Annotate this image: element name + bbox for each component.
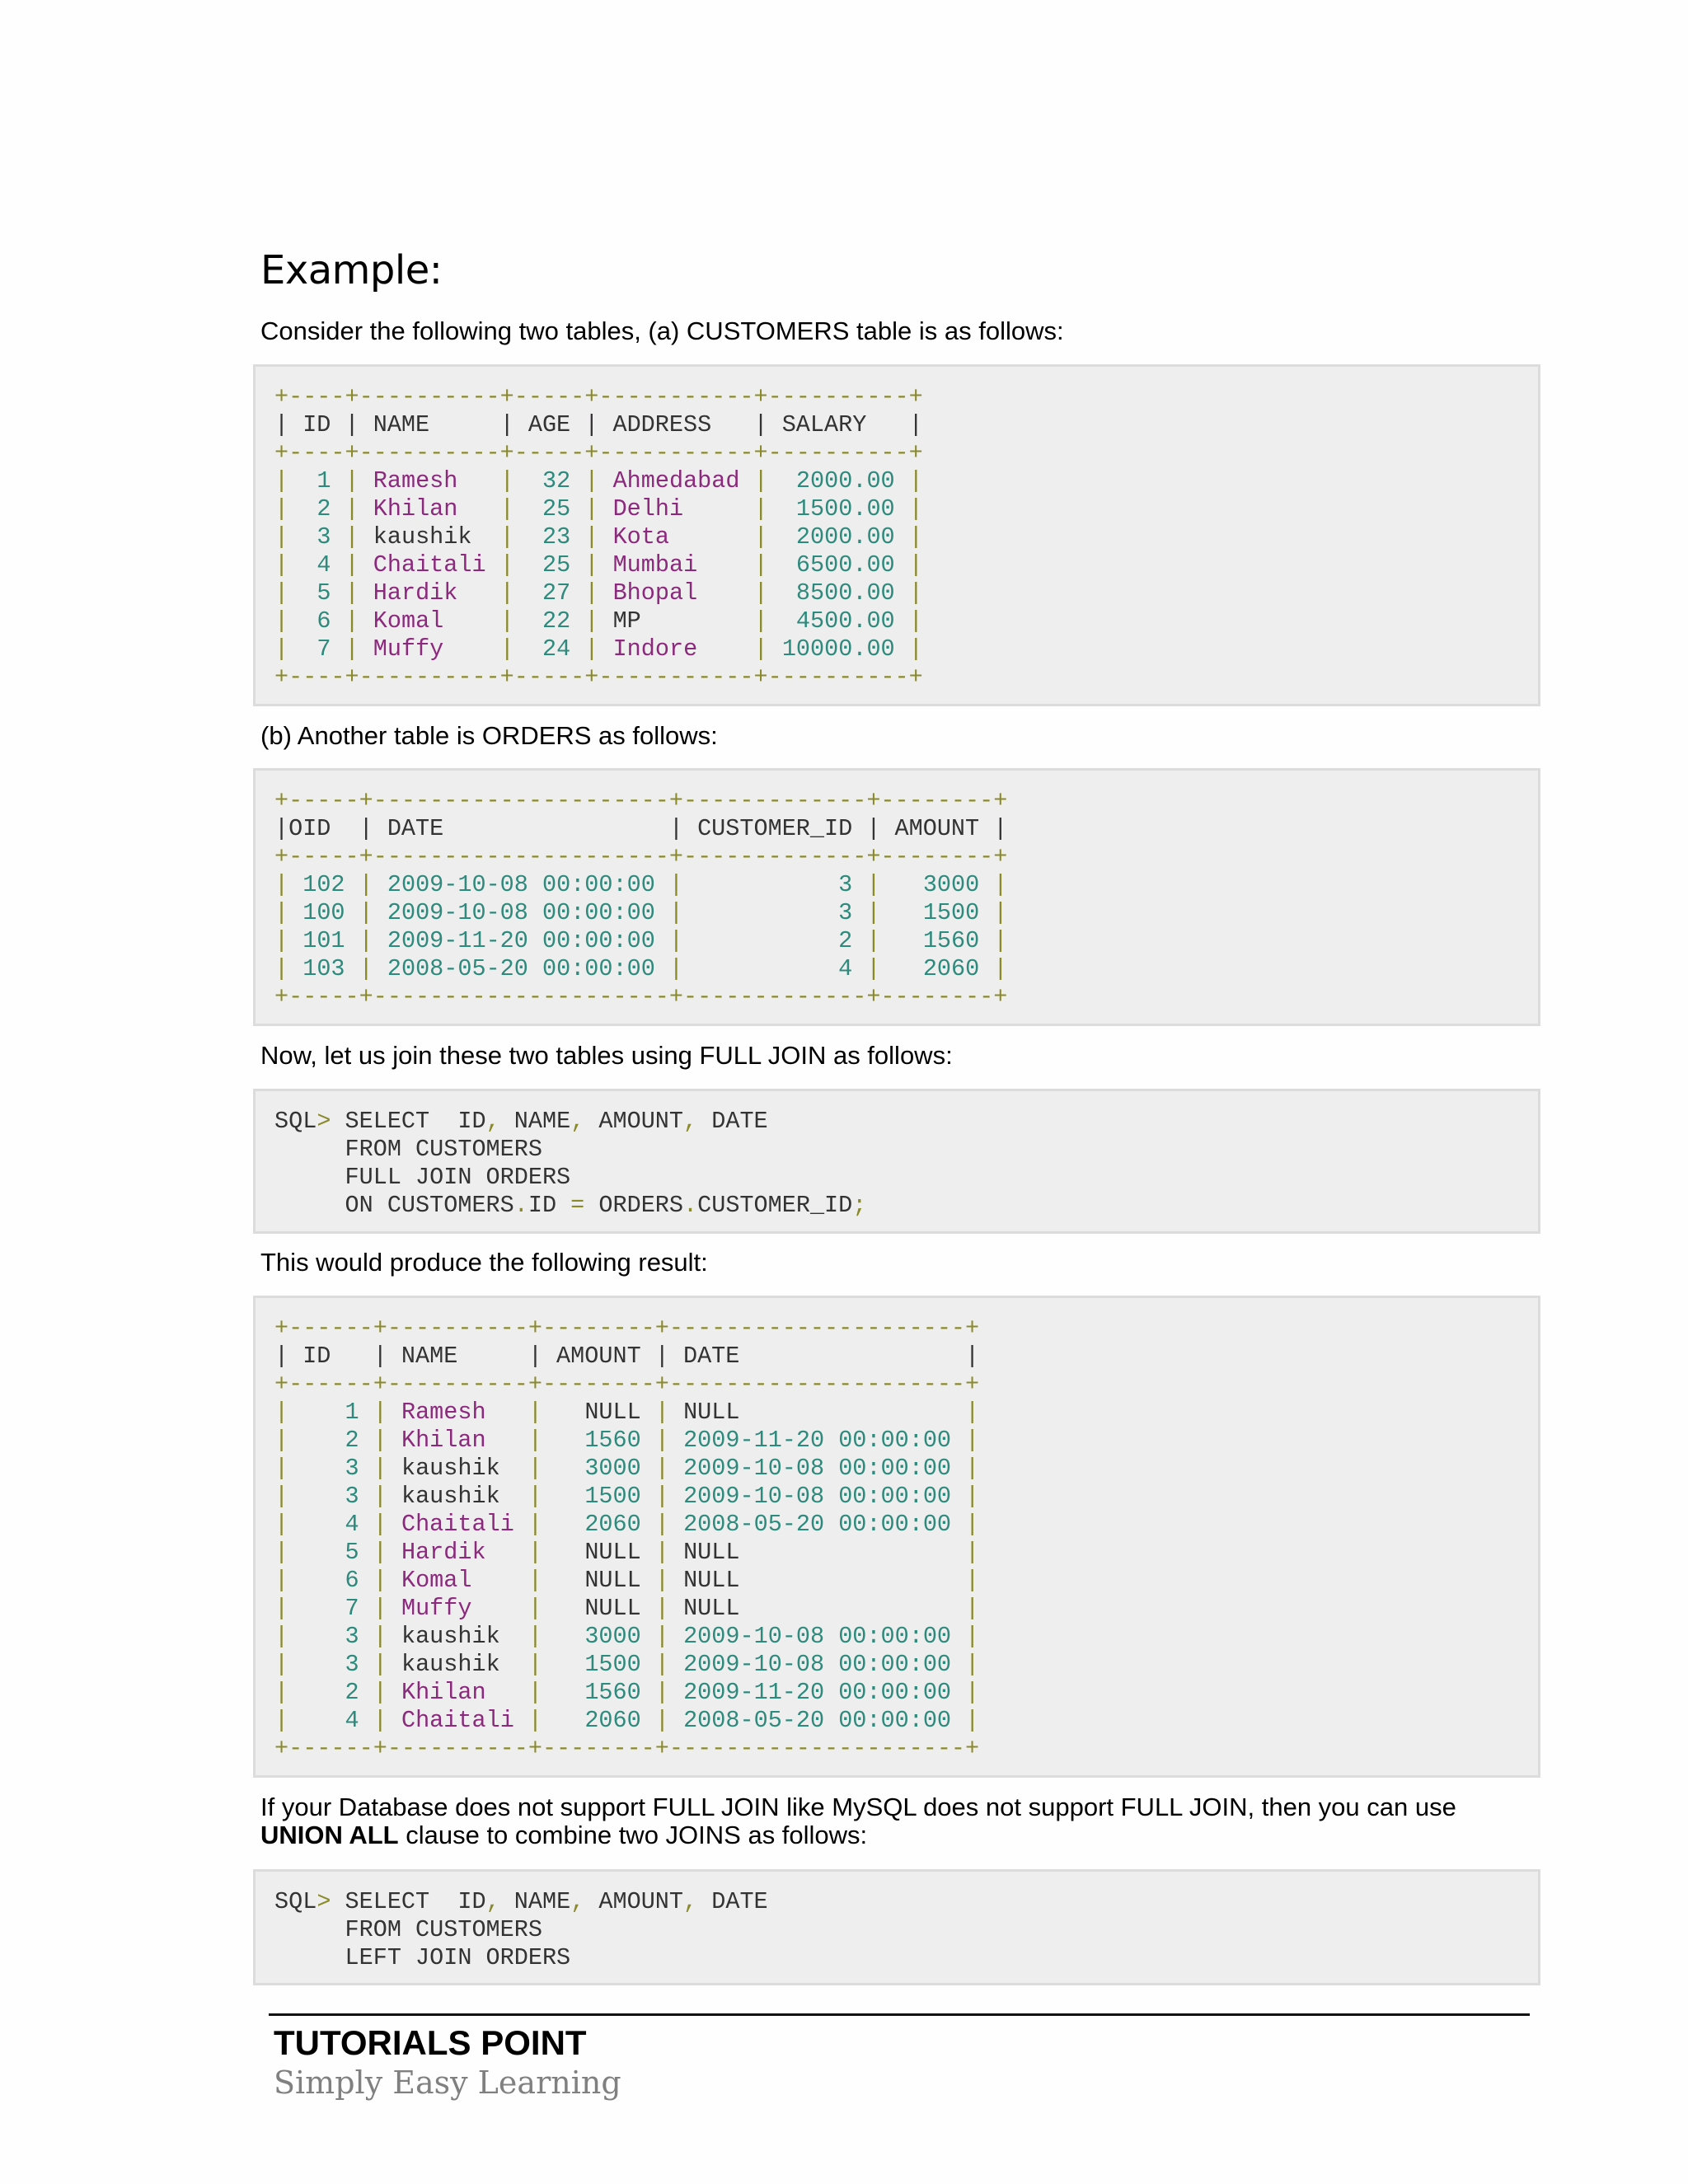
order-amount: 1560 [894, 927, 980, 954]
order-customer-id: 2 [697, 927, 853, 954]
order-customer-id: 4 [697, 955, 853, 982]
result-id: 4 [302, 1707, 359, 1734]
result-id: 6 [302, 1567, 359, 1594]
result-name: kaushik [401, 1483, 514, 1510]
result-amount: 2060 [556, 1511, 641, 1538]
page-heading: Example: [260, 247, 443, 293]
result-name: Khilan [401, 1427, 514, 1454]
order-customer-id: 3 [697, 871, 853, 898]
footer-brand: TUTORIALS POINT [274, 2023, 587, 2062]
customer-name: Khilan [373, 495, 486, 523]
customer-name: Hardik [373, 579, 486, 607]
result-name: kaushik [401, 1651, 514, 1678]
customer-salary: 2000.00 [781, 523, 895, 551]
result-amount: 1500 [556, 1651, 641, 1678]
customer-salary: 2000.00 [781, 467, 895, 494]
result-name: Chaitali [401, 1511, 514, 1538]
result-border: +------+----------+--------+---------------------+ [274, 1315, 980, 1342]
result-amount: 1560 [556, 1679, 641, 1706]
result-id: 2 [302, 1427, 359, 1454]
result-id: 3 [302, 1483, 359, 1510]
intro-result: This would produce the following result: [260, 1248, 708, 1277]
order-date: 2009-11-20 00:00:00 [387, 927, 655, 954]
result-date: 2008-05-20 00:00:00 [683, 1707, 952, 1734]
result-table-block [253, 1296, 1540, 1778]
footer-divider [269, 2013, 1530, 2016]
full-join-query-block [253, 1089, 1540, 1234]
order-oid: 102 [302, 871, 345, 898]
result-name: Chaitali [401, 1707, 514, 1734]
result-id: 3 [302, 1623, 359, 1650]
result-id: 4 [302, 1511, 359, 1538]
intro-orders: (b) Another table is ORDERS as follows: [260, 721, 718, 750]
order-oid: 100 [302, 899, 345, 926]
result-id: 3 [302, 1455, 359, 1482]
customer-address: Delhi [612, 495, 740, 523]
customer-address: Mumbai [612, 551, 740, 579]
result-name: Komal [401, 1567, 514, 1594]
intro-customers: Consider the following two tables, (a) CUSTOMERS table is as follows: [260, 316, 1064, 345]
customers-border: +----+----------+-----+-----------+----------+ [274, 439, 923, 466]
customer-age: 24 [528, 635, 571, 663]
full-join-query-line: FROM CUSTOMERS [274, 1136, 542, 1163]
result-amount: 3000 [556, 1623, 641, 1650]
result-date: 2009-11-20 00:00:00 [683, 1427, 952, 1454]
full-join-query-line: SQL> SELECT ID, NAME, AMOUNT, DATE [274, 1108, 768, 1135]
orders-header: |OID | DATE | CUSTOMER_ID | AMOUNT | [274, 815, 1008, 842]
result-name: kaushik [401, 1455, 514, 1482]
result-date: 2009-10-08 00:00:00 [683, 1455, 952, 1482]
result-amount: 1500 [556, 1483, 641, 1510]
result-id: 1 [302, 1399, 359, 1426]
order-oid: 101 [302, 927, 345, 954]
result-name: Hardik [401, 1539, 514, 1566]
customer-age: 22 [528, 607, 571, 635]
customer-address: Kota [612, 523, 740, 551]
customer-id: 1 [302, 467, 331, 494]
customer-age: 25 [528, 495, 571, 523]
full-join-query-line: ON CUSTOMERS.ID = ORDERS.CUSTOMER_ID; [274, 1192, 867, 1219]
customer-address: Indore [612, 635, 740, 663]
result-amount: 2060 [556, 1707, 641, 1734]
orders-table-block [253, 768, 1540, 1026]
order-customer-id: 3 [697, 899, 853, 926]
union-note-after: clause to combine two JOINS as follows: [398, 1821, 868, 1849]
customer-address: Bhopal [612, 579, 740, 607]
customer-name: Chaitali [373, 551, 486, 579]
customer-id: 6 [302, 607, 331, 635]
orders-border: +-----+---------------------+-------------+--------+ [274, 787, 1008, 814]
customers-table-block [253, 364, 1540, 706]
customer-age: 23 [528, 523, 571, 551]
union-note-before: If your Database does not support FULL JOIN like MySQL does not support FULL JOIN, then you can use [260, 1793, 1456, 1821]
result-date: 2009-11-20 00:00:00 [683, 1679, 952, 1706]
order-amount: 2060 [894, 955, 980, 982]
customer-name: kaushik [373, 523, 486, 551]
result-id: 2 [302, 1679, 359, 1706]
customer-age: 25 [528, 551, 571, 579]
union-query-line: LEFT JOIN ORDERS [274, 1944, 571, 1971]
union-query [274, 1888, 1538, 1972]
result-border: +------+----------+--------+---------------------+ [274, 1371, 980, 1398]
result-name: Muffy [401, 1595, 514, 1622]
result-table: +------+----------+--------+---------------------+ | ID | NAME | AMOUNT | DATE | +------+----------+--------+---------------------+ | 1 | Ramesh | NULL | NULL | | 2 | Khilan | 1560 | 2009-11-20 00:00:00 | | 3 | kaushik | 3000 | 2009-10-08 00:00:00 | | 3 | kaushik | 1500 | 2009-10-08 00:00:00 | | 4 | Chaitali | 2060 | 2008-05-20 00:00:00 | | 5 | Hardik | NULL | NULL | | 6 | Komal | NULL | NULL | | 7 | Muffy | NULL | NULL | | 3 | kaushik | 3000 | 2009-10-08 00:00:00 | | 3 | kaushik | 1500 | 2009-10-08 00:00:00 | | 2 | Khilan | 1560 | 2009-11-20 00:00:00 | | 4 | Chaitali | 2060 | 2008-05-20 00:00:00 | +------+----------+--------+---------------------+ [274, 1315, 980, 1762]
customers-header: | ID | NAME | AGE | ADDRESS | SALARY | [274, 411, 923, 438]
result-amount: 1560 [556, 1427, 641, 1454]
customer-id: 4 [302, 551, 331, 579]
result-date: NULL [683, 1399, 952, 1426]
order-amount: 3000 [894, 871, 980, 898]
customer-age: 32 [528, 467, 571, 494]
customer-salary: 4500.00 [781, 607, 895, 635]
result-border: +------+----------+--------+---------------------+ [274, 1735, 980, 1762]
result-date: NULL [683, 1595, 952, 1622]
customers-table: +----+----------+-----+-----------+----------+ | ID | NAME | AGE | ADDRESS | SALARY | +----+----------+-----+-----------+----------+ | 1 | Ramesh | 32 | Ahmedabad | 2000.00 | | 2 | Khilan | 25 | Delhi | 1500.00 | | 3 | kaushik | 23 | Kota | 2000.00 | | 4 | Chaitali | 25 | Mumbai | 6500.00 | | 5 | Hardik | 27 | Bhopal | 8500.00 | | 6 | Komal | 22 | MP | 4500.00 | | 7 | Muffy | 24 | Indore | 10000.00 | +----+----------+-----+-----------+----------+ [274, 383, 923, 691]
customer-salary: 1500.00 [781, 495, 895, 523]
customer-name: Muffy [373, 635, 486, 663]
customer-name: Ramesh [373, 467, 486, 494]
result-date: 2009-10-08 00:00:00 [683, 1483, 952, 1510]
order-date: 2009-10-08 00:00:00 [387, 899, 655, 926]
orders-border: +-----+---------------------+-------------+--------+ [274, 983, 1008, 1010]
result-id: 3 [302, 1651, 359, 1678]
result-date: NULL [683, 1567, 952, 1594]
result-id: 7 [302, 1595, 359, 1622]
customer-id: 7 [302, 635, 331, 663]
customer-salary: 6500.00 [781, 551, 895, 579]
union-query-block [253, 1869, 1540, 1985]
customer-salary: 8500.00 [781, 579, 895, 607]
result-name: kaushik [401, 1623, 514, 1650]
orders-border: +-----+---------------------+-------------+--------+ [274, 843, 1008, 870]
order-amount: 1500 [894, 899, 980, 926]
result-date: 2008-05-20 00:00:00 [683, 1511, 952, 1538]
union-query-line: FROM CUSTOMERS [274, 1916, 542, 1943]
customer-id: 5 [302, 579, 331, 607]
union-note [260, 1793, 1530, 1849]
customer-address: MP [612, 607, 740, 635]
result-header: | ID | NAME | AMOUNT | DATE | [274, 1343, 980, 1370]
result-amount: NULL [556, 1567, 641, 1594]
union-note-bold: UNION ALL [260, 1821, 399, 1849]
order-oid: 103 [302, 955, 345, 982]
customer-name: Komal [373, 607, 486, 635]
footer-tagline: Simply Easy Learning [274, 2064, 621, 2101]
customer-age: 27 [528, 579, 571, 607]
result-date: 2009-10-08 00:00:00 [683, 1623, 952, 1650]
full-join-query-line: FULL JOIN ORDERS [274, 1164, 571, 1191]
customers-border: +----+----------+-----+-----------+----------+ [274, 383, 923, 410]
result-date: 2009-10-08 00:00:00 [683, 1651, 952, 1678]
customers-border: +----+----------+-----+-----------+----------+ [274, 663, 923, 691]
full-join-query [274, 1108, 1538, 1220]
result-date: NULL [683, 1539, 952, 1566]
result-amount: NULL [556, 1595, 641, 1622]
order-date: 2009-10-08 00:00:00 [387, 871, 655, 898]
customer-id: 2 [302, 495, 331, 523]
orders-table: +-----+---------------------+-------------+--------+ |OID | DATE | CUSTOMER_ID | AMOUNT | +-----+---------------------+-------------+--------+ | 102 | 2009-10-08 00:00:00 | 3 | 3000 | | 100 | 2009-10-08 00:00:00 | 3 | 1500 | | 101 | 2009-11-20 00:00:00 | 2 | 1560 | | 103 | 2008-05-20 00:00:00 | 4 | 2060 | +-----+---------------------+-------------+--------+ [274, 787, 1008, 1010]
intro-full-join: Now, let us join these two tables using FULL JOIN as follows: [260, 1041, 953, 1070]
order-date: 2008-05-20 00:00:00 [387, 955, 655, 982]
result-id: 5 [302, 1539, 359, 1566]
customer-salary: 10000.00 [781, 635, 895, 663]
result-name: Ramesh [401, 1399, 514, 1426]
result-amount: 3000 [556, 1455, 641, 1482]
result-amount: NULL [556, 1399, 641, 1426]
result-name: Khilan [401, 1679, 514, 1706]
union-query-line: SQL> SELECT ID, NAME, AMOUNT, DATE [274, 1888, 768, 1915]
customer-id: 3 [302, 523, 331, 551]
customer-address: Ahmedabad [612, 467, 740, 494]
result-amount: NULL [556, 1539, 641, 1566]
